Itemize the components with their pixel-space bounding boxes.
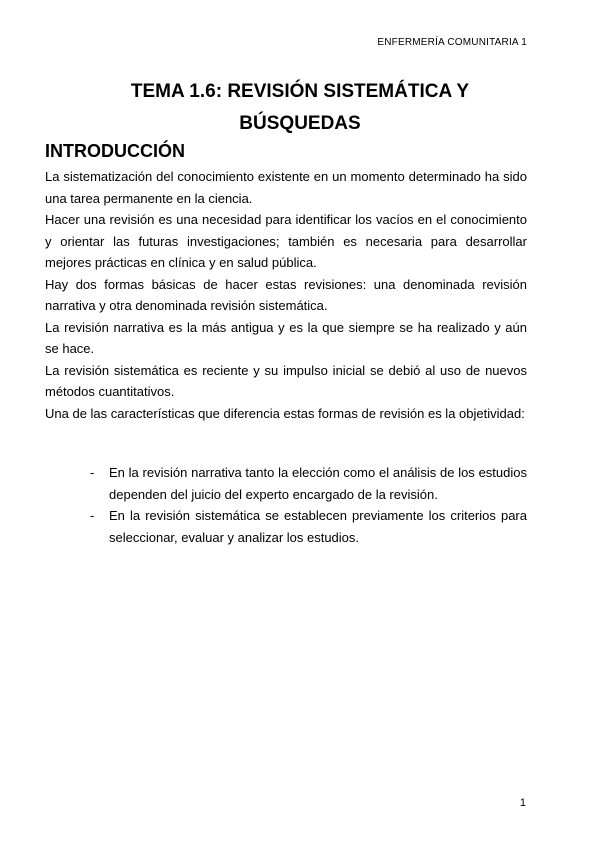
bullet-text: En la revisión narrativa tanto la elección como el análisis de los estudios dependen del juicio del experto encargado de la revisión. [109,465,527,502]
paragraph: La sistematización del conocimiento existente en un momento determinado ha sido una tarea permanente en la ciencia. [45,169,527,206]
page-title-line-1: TEMA 1.6: REVISIÓN SISTEMÁTICA Y [130,81,470,102]
body-text [45,166,527,424]
paragraph: La revisión narrativa es la más antigua y es la que siempre se ha realizado y aún se hace. [45,319,527,356]
running-header: ENFERMERÍA COMUNITARIA 1 [377,37,527,48]
paragraph: La revisión sistemática es reciente y su impulso inicial se debió al uso de nuevos métodos cuantitativos. [45,362,527,399]
page-title-line-2: BÚSQUEDAS [239,113,361,134]
bullet-marker: - [90,465,95,480]
page-number: 1 [519,797,526,809]
paragraph: Hacer una revisión es una necesidad para identificar los vacíos en el conocimiento y orientar las futuras investigaciones; también es necesaria para desarrollar mejores prácticas en clínica y en salud pública. [45,212,527,270]
bullet-marker: - [90,508,95,523]
section-heading: INTRODUCCIÓN [45,141,185,161]
page-title [0,76,600,140]
bullet-item [90,505,527,548]
bullet-list [90,462,527,548]
paragraph: Una de las características que diferencia estas formas de revisión es la objetividad: [45,405,525,421]
paragraph: Hay dos formas básicas de hacer estas revisiones: una denominada revisión narrativa y otra denominada revisión sistemática. [45,276,527,313]
bullet-item [90,462,527,505]
bullet-text: En la revisión sistemática se establecen previamente los criterios para seleccionar, evaluar y analizar los estudios. [109,508,527,545]
